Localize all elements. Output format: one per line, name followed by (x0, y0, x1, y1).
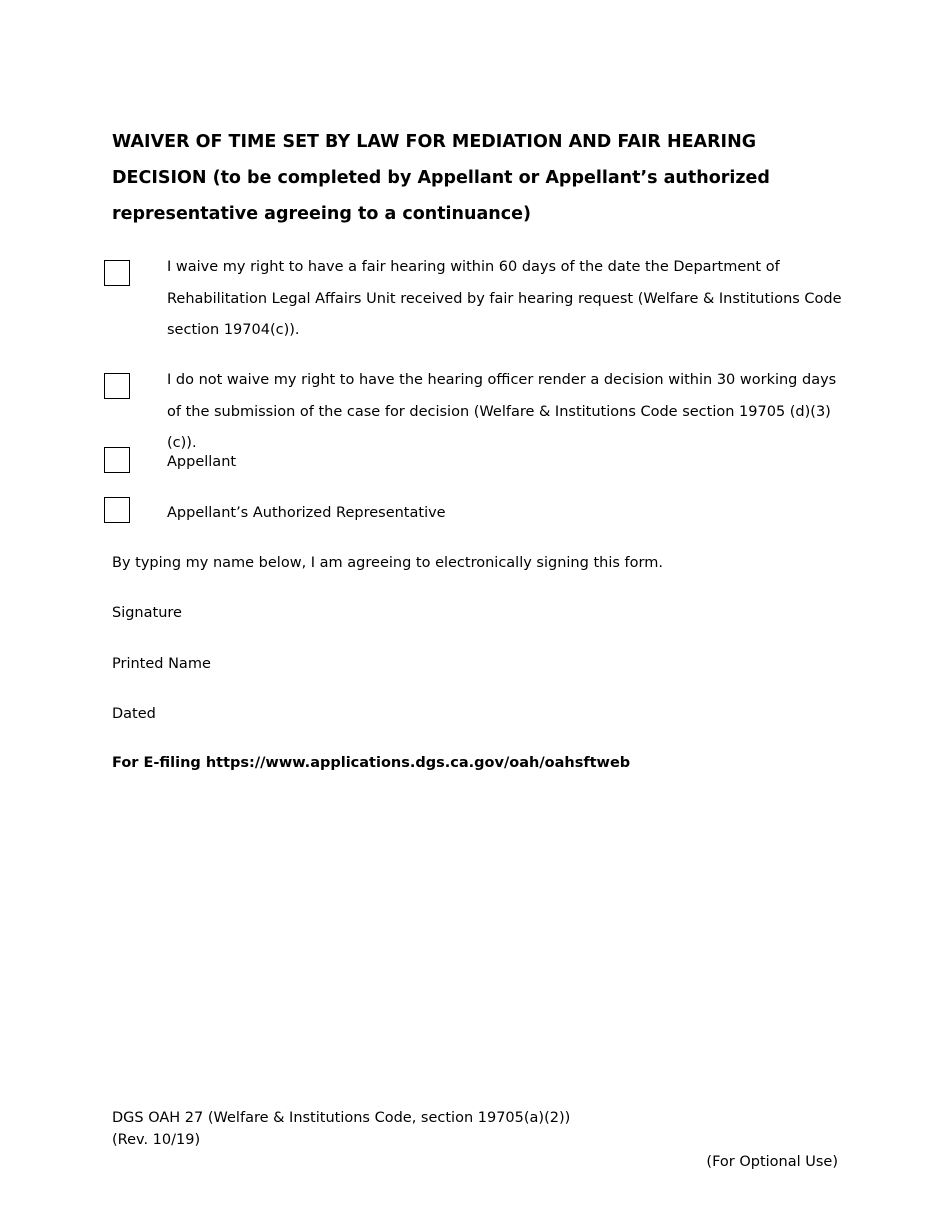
dated-label: Dated (112, 706, 156, 722)
authorized-representative-checkbox[interactable] (104, 497, 130, 523)
esign-statement: By typing my name below, I am agreeing to electronically signing this form. (112, 555, 663, 571)
printed-name-label: Printed Name (112, 656, 211, 672)
efiling-link[interactable]: For E-filing https://www.applications.dgs.ca.gov/oah/oahsftweb (112, 755, 631, 771)
waive-60-days-text: I waive my right to have a fair hearing within 60 days of the date the Department of Rehabilitation Legal Affairs Unit received by fair hearing request (Welfare & Institutions Code section 19704(c)). (167, 259, 842, 338)
appellant-label: Appellant (167, 454, 237, 470)
waive-60-days-checkbox[interactable] (104, 260, 130, 286)
appellant-checkbox[interactable] (104, 447, 130, 473)
signature-label: Signature (112, 605, 182, 621)
authorized-representative-label: Appellant’s Authorized Representative (167, 505, 446, 521)
form-revision: (Rev. 10/19) (112, 1132, 201, 1148)
not-waive-30-days-text: I do not waive my right to have the hearing officer render a decision within 30 working days of the submission of the case for decision (Welfare & Institutions Code section 19705 (d)(3)(c)). (167, 372, 837, 451)
optional-use-note: (For Optional Use) (706, 1154, 838, 1170)
form-title: WAIVER OF TIME SET BY LAW FOR MEDIATION AND FAIR HEARING DECISION (to be completed by Appellant or Appellant’s authorized representative agreeing to a continuance) (112, 132, 770, 224)
not-waive-30-days-checkbox[interactable] (104, 373, 130, 399)
form-id: DGS OAH 27 (Welfare & Institutions Code, section 19705(a)(2)) (112, 1110, 571, 1126)
